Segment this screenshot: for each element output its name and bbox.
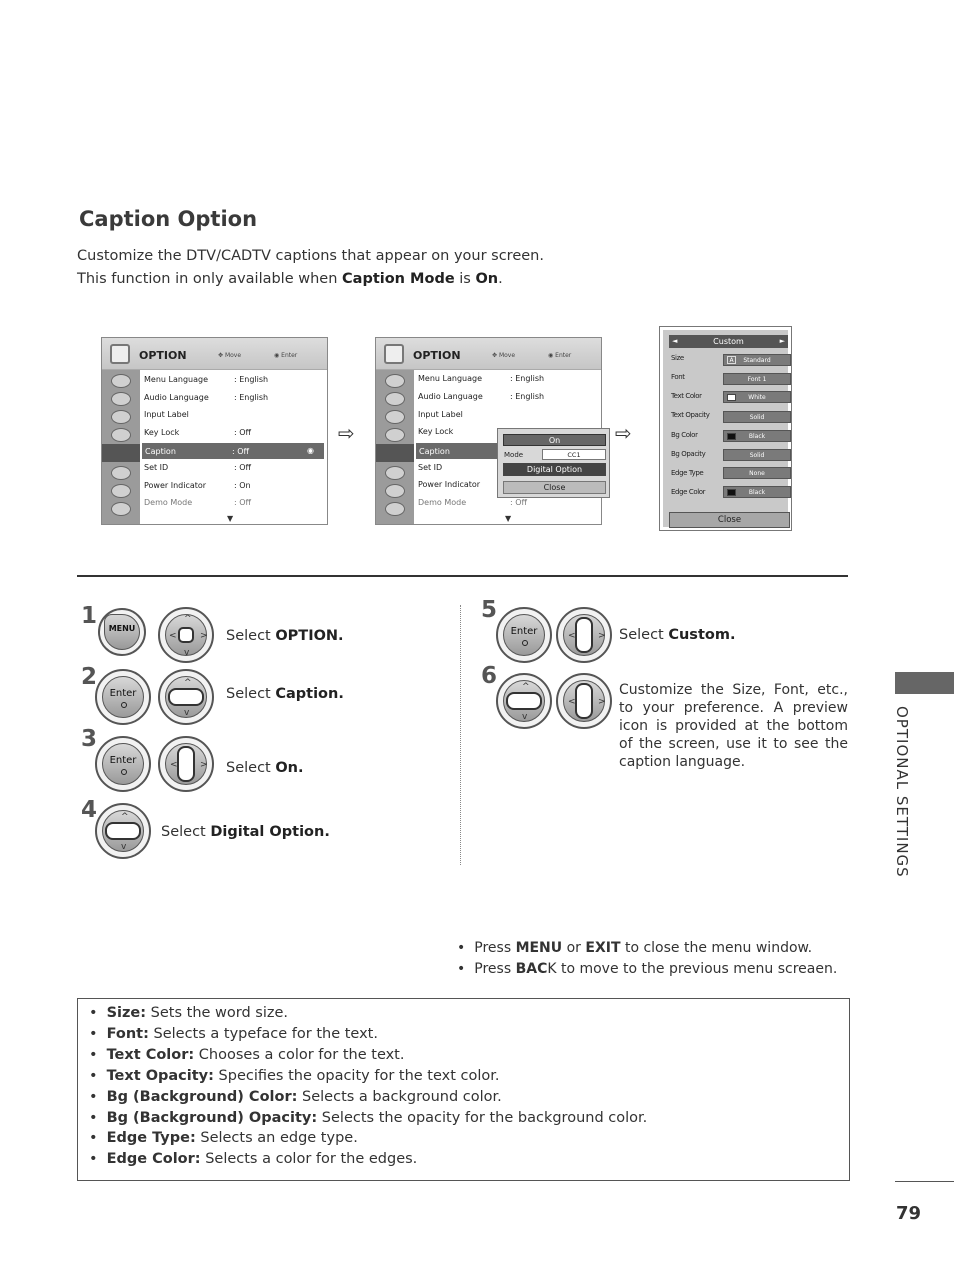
- osd-row[interactable]: Demo Mode : Off: [144, 498, 252, 507]
- definition-item: • Edge Type: Selects an edge type.: [89, 1130, 358, 1146]
- osd-header: [376, 338, 601, 370]
- input-icon: [111, 484, 131, 498]
- option-icon: [384, 344, 404, 364]
- picture-icon: [385, 374, 405, 388]
- text-color-label: Text Color: [671, 392, 702, 400]
- section-tab: [895, 672, 954, 694]
- osd-row[interactable]: Power Indicator: [418, 480, 481, 489]
- menu-button-icon: MENU: [98, 608, 146, 656]
- osd-row-caption-selected[interactable]: Caption : Off ◉: [142, 443, 324, 459]
- osd-row[interactable]: Power Indicator : On: [144, 481, 251, 490]
- custom-header-label: Custom: [713, 337, 744, 346]
- bg-opacity-value[interactable]: Solid: [723, 449, 791, 461]
- bg-opacity-label: Bg Opacity: [671, 450, 706, 458]
- audio-icon: [385, 392, 405, 406]
- move-hint: ✥ Move: [218, 352, 242, 359]
- osd-row[interactable]: Input Label: [418, 410, 463, 419]
- next-arrow-icon: ⇨: [338, 421, 355, 445]
- nav-left-right-icon: < >: [556, 673, 612, 729]
- nav-up-down-icon: ^ v: [496, 673, 552, 729]
- selected-option-icon: [102, 444, 140, 462]
- step-3-text: Select On.: [226, 760, 304, 776]
- lock-icon: [111, 466, 131, 480]
- definition-item: • Font: Selects a typeface for the text.: [89, 1026, 378, 1042]
- enter-button-icon: Enter: [95, 669, 151, 725]
- osd-sidebar: [102, 370, 140, 524]
- osd-row[interactable]: Menu Language : English: [144, 375, 269, 384]
- definition-item: • Edge Color: Selects a color for the edges.: [89, 1151, 417, 1167]
- step-number-1: 1: [81, 603, 98, 629]
- mode-label: Mode: [504, 451, 524, 459]
- black-swatch: [727, 433, 736, 440]
- step-1-text: Select OPTION.: [226, 628, 344, 644]
- definition-item: • Size: Sets the word size.: [89, 1005, 288, 1021]
- definition-item: • Text Color: Chooses a color for the text.: [89, 1047, 404, 1063]
- step-number-2: 2: [81, 664, 98, 690]
- page-number: 79: [896, 1203, 922, 1224]
- size-label: Size: [671, 354, 684, 362]
- intro-text: [77, 245, 544, 291]
- black-swatch: [727, 489, 736, 496]
- step-number-4: 4: [81, 797, 98, 823]
- scroll-down-icon[interactable]: ▼: [227, 514, 234, 523]
- bg-color-label: Bg Color: [671, 431, 698, 439]
- osd-row[interactable]: Key Lock : Off: [144, 428, 252, 437]
- osd-header: [102, 338, 327, 370]
- right-arrow-icon: ►: [779, 337, 785, 345]
- edge-type-label: Edge Type: [671, 469, 704, 477]
- page-rule: [895, 1181, 954, 1182]
- font-value[interactable]: Font 1: [723, 373, 791, 385]
- osd-row[interactable]: Set ID : Off: [144, 463, 252, 472]
- step-2-text: Select Caption.: [226, 686, 344, 702]
- osd-row[interactable]: Audio Language : English: [144, 393, 269, 402]
- step-number-6: 6: [481, 663, 498, 689]
- osd-title: OPTION: [139, 349, 187, 362]
- text-color-value[interactable]: White: [723, 391, 791, 403]
- nav-left-right-icon: < >: [556, 607, 612, 663]
- note-1: • Press MENU or EXIT to close the menu window.: [457, 938, 837, 959]
- caption-on-option[interactable]: On: [503, 434, 606, 446]
- osd-row[interactable]: Key Lock: [418, 427, 454, 436]
- custom-header[interactable]: [669, 335, 788, 348]
- note-2: • Press BACK to move to the previous menu screaen.: [457, 959, 837, 980]
- mode-value[interactable]: CC1: [542, 449, 606, 460]
- digital-option-button[interactable]: Digital Option: [503, 463, 606, 476]
- text-opacity-label: Text Opacity: [671, 411, 710, 419]
- nav-up-down-icon: ^ v: [158, 669, 214, 725]
- picture-icon: [111, 374, 131, 388]
- step-6-text: Customize the Size, Font, etc., to your preference. A preview icon is provided at the bottom of the screen, use it to see the caption language.: [619, 682, 848, 770]
- osd-row[interactable]: Menu Language : English: [418, 374, 545, 383]
- usb-icon: [385, 502, 405, 516]
- popup-close-button[interactable]: Close: [503, 481, 606, 494]
- column-divider: [460, 605, 461, 865]
- step-number-3: 3: [81, 726, 98, 752]
- step-4-text: Select Digital Option.: [161, 824, 330, 840]
- definitions-box: [77, 998, 850, 1181]
- definition-item: • Bg (Background) Opacity: Selects the opacity for the background color.: [89, 1110, 647, 1126]
- osd-row[interactable]: Demo Mode : Off: [418, 498, 528, 507]
- nav-pad-icon: ^ v < >: [158, 607, 214, 663]
- definition-item: • Bg (Background) Color: Selects a background color.: [89, 1089, 502, 1105]
- osd-row-caption-selected[interactable]: Caption: [416, 443, 500, 459]
- step-5-text: Select Custom.: [619, 627, 736, 643]
- font-label: Font: [671, 373, 685, 381]
- usb-icon: [111, 502, 131, 516]
- edge-color-label: Edge Color: [671, 488, 706, 496]
- text-opacity-value[interactable]: Solid: [723, 411, 791, 423]
- clock-icon: [111, 428, 131, 442]
- custom-menu: [659, 326, 792, 531]
- nav-left-right-icon: < >: [158, 736, 214, 792]
- nav-up-down-icon: ^ v: [95, 803, 151, 859]
- enter-button-icon: Enter: [95, 736, 151, 792]
- white-swatch: [727, 394, 736, 401]
- enter-hint: ◉ Enter: [274, 352, 298, 359]
- section-label: OPTIONAL SETTINGS: [893, 706, 911, 878]
- input-icon: [385, 484, 405, 498]
- option-icon: [110, 344, 130, 364]
- caption-popup: [497, 428, 610, 498]
- lock-icon: [385, 466, 405, 480]
- osd-title: OPTION: [413, 349, 461, 362]
- custom-close-button[interactable]: Close: [669, 512, 790, 528]
- enter-dot-icon: ◉: [307, 446, 314, 455]
- enter-hint: ◉ Enter: [548, 352, 572, 359]
- edge-color-value[interactable]: Black: [723, 486, 791, 498]
- scroll-down-icon[interactable]: ▼: [505, 514, 512, 523]
- osd-menu-option-1: [101, 337, 328, 525]
- move-hint: ✥ Move: [492, 352, 516, 359]
- enter-button-icon: Enter: [496, 607, 552, 663]
- notes-list: [457, 938, 837, 980]
- section-divider: [77, 575, 848, 577]
- intro-line-2: This function in only available when Caption Mode is On.: [77, 271, 503, 287]
- clock-icon: [385, 428, 405, 442]
- step-number-5: 5: [481, 597, 498, 623]
- bg-color-value[interactable]: Black: [723, 430, 791, 442]
- time-icon: [111, 410, 131, 424]
- page-title: Caption Option: [79, 207, 258, 231]
- time-icon: [385, 410, 405, 424]
- next-arrow-icon: ⇨: [615, 421, 632, 445]
- left-arrow-icon: ◄: [672, 337, 678, 345]
- edge-type-value[interactable]: None: [723, 467, 791, 479]
- size-preview-icon: A: [727, 356, 736, 364]
- intro-line-1: Customize the DTV/CADTV captions that appear on your screen.: [77, 248, 544, 264]
- osd-sidebar: [376, 370, 414, 524]
- osd-row[interactable]: Set ID: [418, 463, 443, 472]
- definition-item: • Text Opacity: Specifies the opacity for the text color.: [89, 1068, 500, 1084]
- size-value[interactable]: A Standard: [723, 354, 791, 366]
- selected-option-icon: [376, 444, 414, 462]
- audio-icon: [111, 392, 131, 406]
- osd-row[interactable]: Audio Language : English: [418, 392, 545, 401]
- osd-row[interactable]: Input Label: [144, 410, 189, 419]
